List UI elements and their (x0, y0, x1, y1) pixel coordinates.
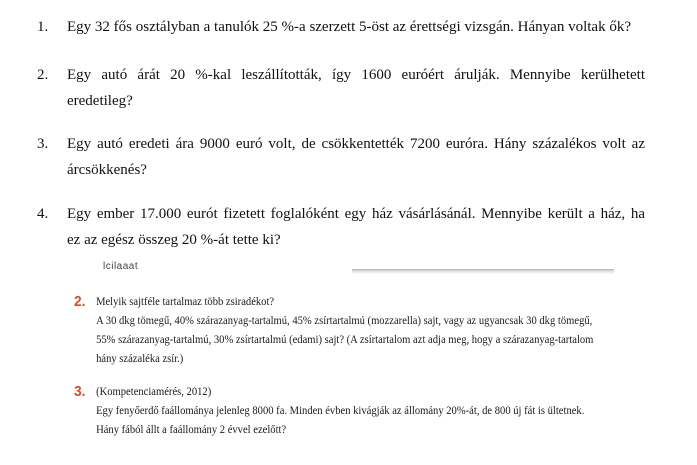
cut-off-text-fragment: lcilaaat (103, 261, 139, 272)
book-exercise-2-line-2: A 30 dkg tömegű, 40% szárazanyag-tartalmú, 45% zsírtartalmú (mozzarella) sajt, vagy az ugyancsak 30 dkg tömegű, (96, 315, 593, 327)
question-3-line-1: Egy autó eredeti ára 9000 euró volt, de csökkentették 7200 euróra. Hány százalékos volt az (67, 136, 645, 152)
book-exercise-2-number: 2. (74, 293, 86, 310)
page-edge-shadow (352, 269, 614, 274)
book-exercise-2-line-1: Melyik sajtféle tartalmaz több zsiradékot? (96, 296, 275, 308)
book-exercise-3-line-1: (Kompetenciamérés, 2012) (96, 386, 212, 398)
question-2-line-2: eredetileg? (67, 93, 133, 109)
question-1 (37, 14, 652, 40)
question-4-line-2: ez az egész összeg 20 %-át tette ki? (67, 232, 281, 248)
book-exercise-3-line-3: Hány fából állt a faállomány 2 évvel ezelőtt? (96, 424, 287, 436)
book-exercise-3-line-2: Egy fenyőerdő faállománya jelenleg 8000 fa. Minden évben kivágják az állomány 20%-át, de 800 új fát is ültetnek. (96, 405, 585, 417)
question-1-number: 1. (37, 19, 49, 35)
question-4-number: 4. (37, 206, 49, 222)
question-2-number: 2. (37, 67, 49, 83)
question-2-line-1: Egy autó árát 20 %-kal leszállították, így 1600 euróért árulják. Mennyibe kerülhetett (67, 67, 645, 83)
book-exercise-3-number: 3. (74, 383, 86, 400)
question-3 (37, 131, 652, 183)
question-4-line-1: Egy ember 17.000 eurót fizetett foglalóként egy ház vásárlásánál. Mennyibe került a ház, ha (67, 206, 645, 222)
book-exercise-2-line-3: 55% szárazanyag-tartalmú, 30% zsírtartalmú (edami) sajt? (A zsírtartalom azt adja meg, hogy a szárazanyag-tartalom (96, 334, 594, 346)
book-exercise-2 (74, 293, 594, 366)
book-exercise-2-line-4: hány százaléka zsír.) (96, 353, 184, 365)
book-exercise-3 (74, 384, 589, 440)
question-1-line-1: Egy 32 fős osztályban a tanulók 25 %-a szerzett 5-öst az érettségi vizsgán. Hányan voltak ők? (67, 19, 631, 35)
textbook-excerpt (0, 261, 697, 465)
question-3-line-2: árcsökkenés? (67, 162, 147, 178)
question-2 (37, 62, 652, 114)
question-3-number: 3. (37, 136, 49, 152)
question-4 (37, 201, 652, 253)
